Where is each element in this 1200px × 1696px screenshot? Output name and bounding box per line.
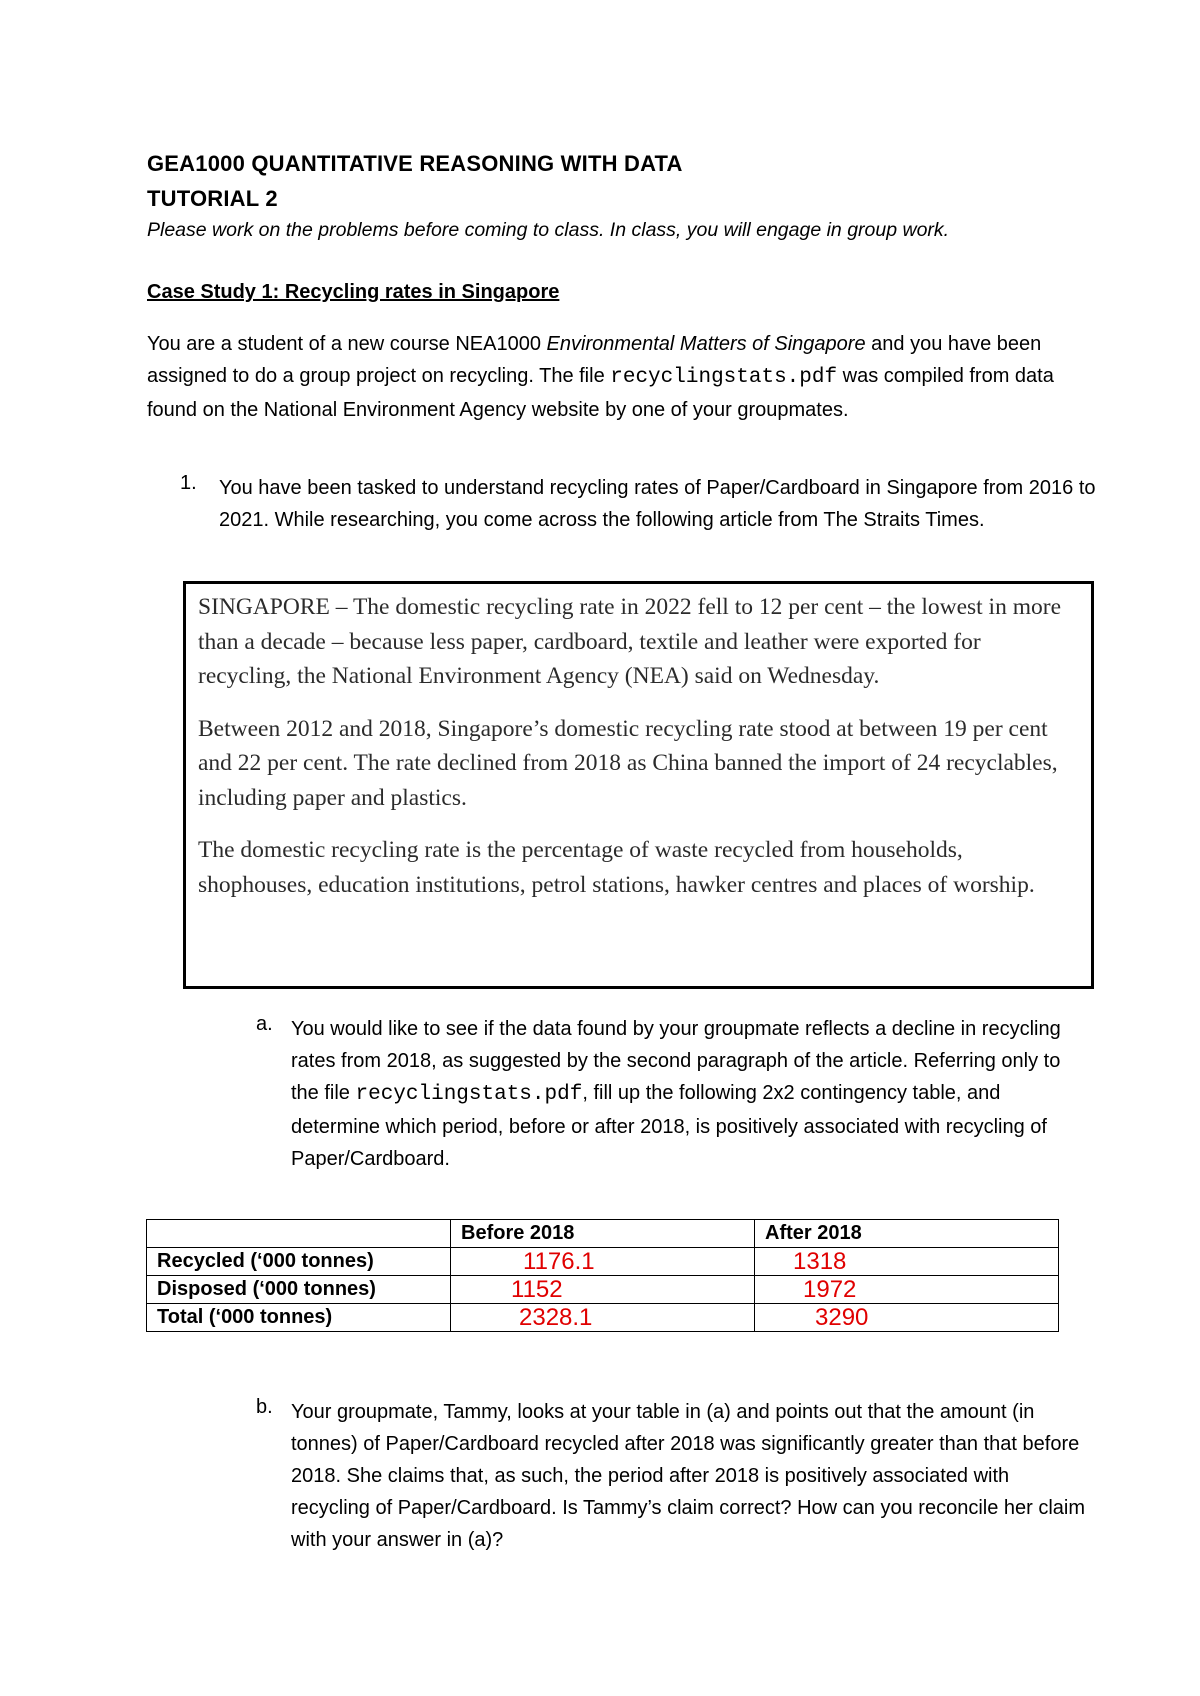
header-before-2018: Before 2018 — [451, 1220, 755, 1248]
question-b-text: Your groupmate, Tammy, looks at your table in (a) and points out that the amount (in tonnes) of Paper/Cardboard recycled after 2018 was significantly greater than that before 2018. She claims that, as such, the period after 2018 is positively associated with recycling of Paper/Cardboard. Is Tammy’s claim correct? How can you reconcile her claim with your answer in (a)? — [291, 1401, 1086, 1551]
intro-filename: recyclingstats.pdf — [610, 366, 838, 389]
intro-course-name: Environmental Matters of Singapore — [546, 333, 866, 355]
contingency-table — [146, 1219, 1059, 1332]
question-a-text — [291, 1013, 1091, 1175]
row-label-disposed: Disposed (‘000 tonnes) — [147, 1276, 451, 1304]
table-row — [147, 1304, 1059, 1332]
article-paragraph-2: Between 2012 and 2018, Singapore’s domestic recycling rate stood at between 19 per cent and 22 per cent. The rate declined from 2018 as China banned the import of 24 recyclables, including paper and plastics. — [198, 715, 1058, 811]
article-paragraph-3: The domestic recycling rate is the percentage of waste recycled from households, shophouses, education institutions, petrol stations, hawker centres and places of worship. — [198, 837, 1035, 898]
cell-disposed-after: 1972 — [755, 1276, 1059, 1304]
question-a-text-1: You would like to see if the data found by your groupmate reflects a decline in recycling rates from 2018, as suggested by the second paragraph of the article. Referring only to the file — [291, 1018, 1061, 1104]
cell-total-after: 3290 — [755, 1304, 1059, 1332]
question-1-number: 1. — [180, 472, 197, 494]
row-label-total: Total (‘000 tonnes) — [147, 1304, 451, 1332]
article-excerpt-box — [183, 581, 1094, 989]
header-after-2018: After 2018 — [755, 1220, 1059, 1248]
table-corner-cell — [147, 1220, 451, 1248]
table-row — [147, 1248, 1059, 1276]
cell-disposed-before: 1152 — [451, 1276, 755, 1304]
question-1-text: You have been tasked to understand recycling rates of Paper/Cardboard in Singapore from 2016 to 2021. While researching, you come across the following article from The Straits Times. — [219, 477, 1096, 531]
tutorial-instruction: Please work on the problems before coming to class. In class, you will engage in group work. — [147, 219, 950, 241]
cell-recycled-before: 1176.1 — [451, 1248, 755, 1276]
question-a-label: a. — [256, 1013, 273, 1035]
article-paragraph-1: SINGAPORE – The domestic recycling rate in 2022 fell to 12 per cent – the lowest in more than a decade – because less paper, cardboard, textile and leather were exported for recycling, the National Environment Agency (NEA) said on Wednesday. — [198, 594, 1061, 689]
question-a-filename: recyclingstats.pdf — [355, 1083, 583, 1106]
question-a-text-2: , fill up the following 2x2 contingency table, and determine which period, before or after 2018, is positively associated with recycling of Paper/Cardboard. — [291, 1082, 1047, 1170]
table-header-row — [147, 1220, 1059, 1248]
case-study-heading: Case Study 1: Recycling rates in Singapore — [147, 281, 560, 303]
course-title: GEA1000 QUANTITATIVE REASONING WITH DATA — [147, 151, 683, 176]
intro-text-3: was compiled from data found on the National Environment Agency website by one of your groupmates. — [147, 365, 1054, 421]
question-b-label: b. — [256, 1396, 273, 1418]
cell-recycled-after: 1318 — [755, 1248, 1059, 1276]
tutorial-title: TUTORIAL 2 — [147, 186, 278, 211]
row-label-recycled: Recycled (‘000 tonnes) — [147, 1248, 451, 1276]
intro-text-1: You are a student of a new course NEA1000 — [147, 333, 547, 355]
intro-text-2: and you have been assigned to do a group project on recycling. The file — [147, 333, 1042, 387]
table-row — [147, 1276, 1059, 1304]
cell-total-before: 2328.1 — [451, 1304, 755, 1332]
case-study-intro — [147, 328, 1087, 426]
